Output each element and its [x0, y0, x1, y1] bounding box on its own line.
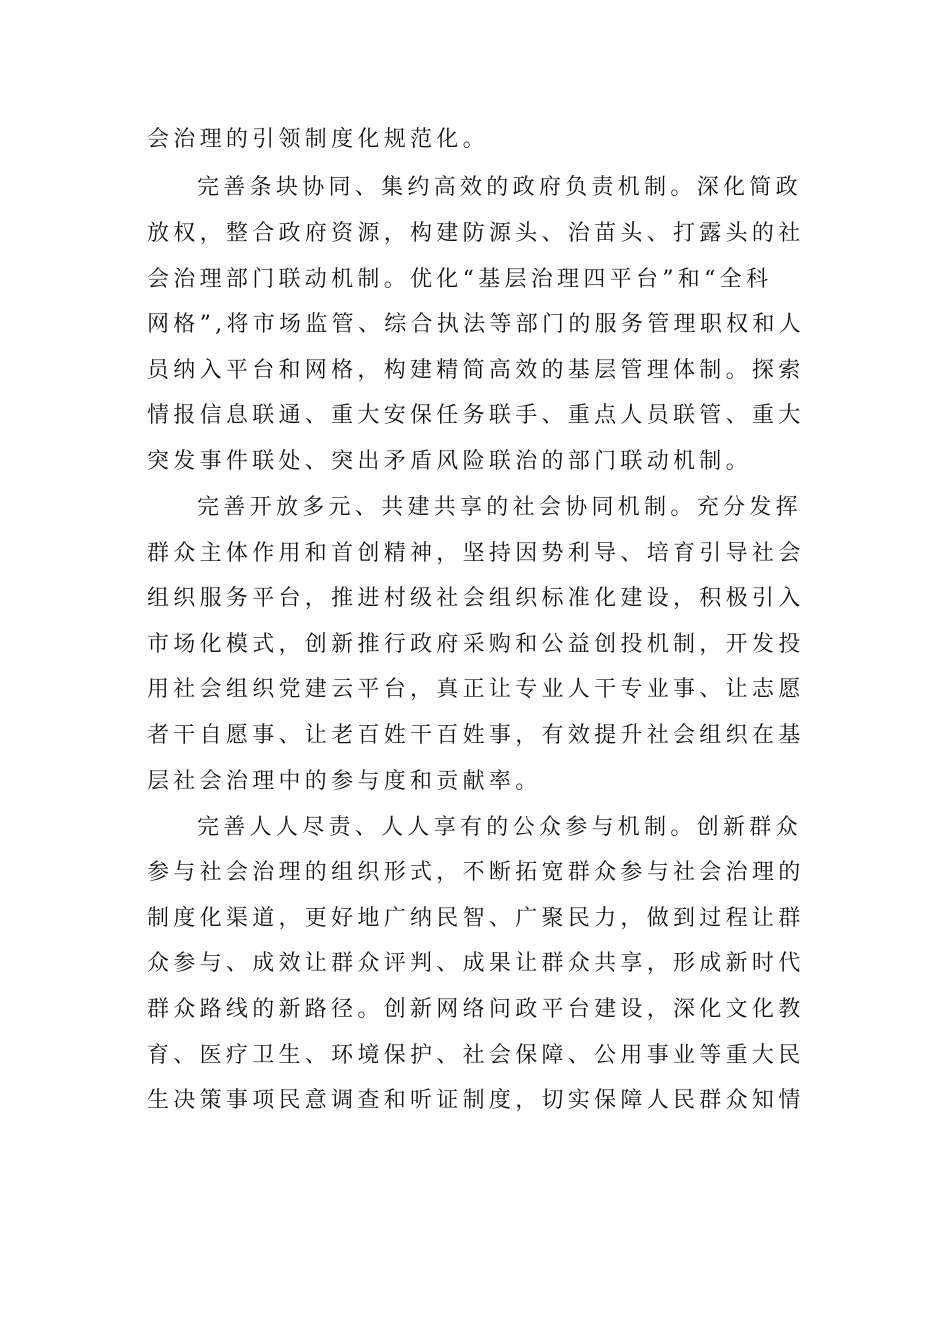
paragraph-3-line-7: 层社会治理中的参与度和贡献率。: [147, 769, 542, 794]
paragraph-2-line-7: 突发事件联处、突出矛盾风险联治的部门联动机制。: [147, 449, 752, 474]
paragraph-4-line-5: 群众路线的新路径。创新网络问政平台建设，深化文化教: [147, 997, 805, 1022]
paragraph-4-line-2: 参与社会治理的组织形式，不断拓宽群众参与社会治理的: [147, 860, 805, 885]
paragraph-4-line-7: 生决策事项民意调查和听证制度，切实保障人民群众知情: [147, 1088, 805, 1113]
paragraph-2-line-1: 完善条块协同、集约高效的政府负责机制。深化简政: [197, 175, 802, 200]
paragraph-3-line-2: 群众主体作用和首创精神，坚持因势利导、培育引导社会: [147, 541, 805, 566]
paragraph-2-line-3: 会治理部门联动机制。优化“基层治理四平台”和“全科: [147, 267, 773, 292]
paragraph-4-line-6: 育、医疗卫生、环境保护、社会保障、公用事业等重大民: [147, 1043, 805, 1068]
paragraph-2-line-6: 情报信息联通、重大安保任务联手、重点人员联管、重大: [147, 403, 805, 428]
paragraph-2-line-2: 放权，整合政府资源，构建防源头、治苗头、打露头的社: [147, 221, 805, 246]
paragraph-3-line-5: 用社会组织党建云平台，真正让专业人干专业事、让志愿: [147, 677, 805, 702]
paragraph-3-line-1: 完善开放多元、共建共享的社会协同机制。充分发挥: [197, 495, 802, 520]
paragraph-1-line-1: 会治理的引领制度化规范化。: [147, 127, 489, 152]
paragraph-3-line-3: 组织服务平台，推进村级社会组织标准化建设，积极引入: [147, 586, 805, 611]
paragraph-4-line-1: 完善人人尽责、人人享有的公众参与机制。创新群众: [197, 815, 802, 840]
paragraph-2-line-4: 网格”,将市场监管、综合执法等部门的服务管理职权和人: [147, 312, 806, 337]
paragraph-4-line-3: 制度化渠道，更好地广纳民智、广聚民力，做到过程让群: [147, 906, 805, 931]
paragraph-4-line-4: 众参与、成效让群众评判、成果让群众共享，形成新时代: [147, 951, 805, 976]
paragraph-2-line-5: 员纳入平台和网格，构建精简高效的基层管理体制。探索: [147, 358, 805, 383]
paragraph-3-line-4: 市场化模式，创新推行政府采购和公益创投机制，开发投: [147, 632, 805, 657]
paragraph-3-line-6: 者干自愿事、让老百姓干百姓事，有效提升社会组织在基: [147, 723, 805, 748]
